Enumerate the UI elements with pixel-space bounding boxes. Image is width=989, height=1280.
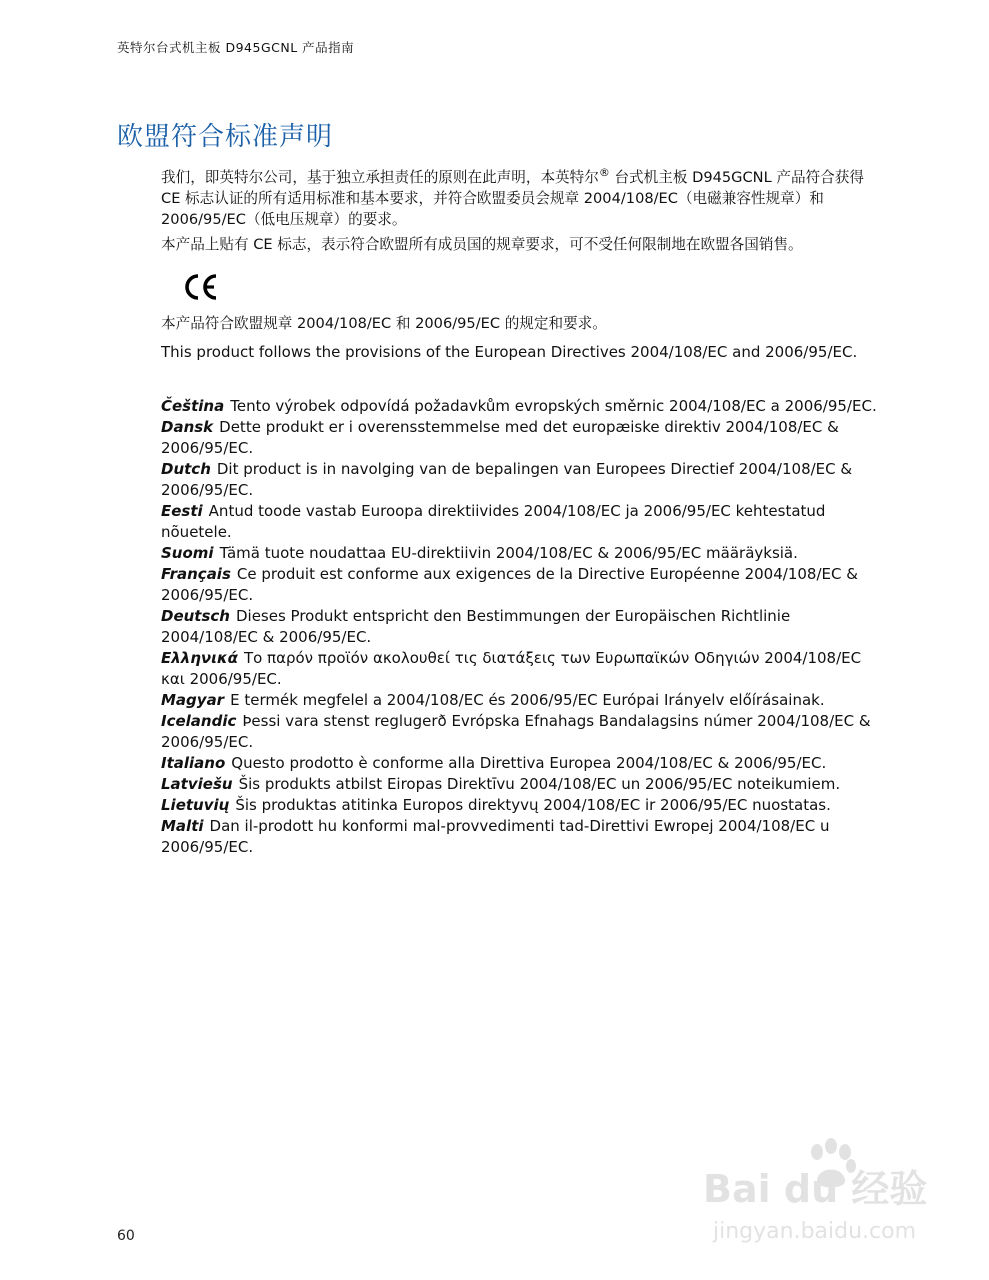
lang-name: Malti — [161, 816, 204, 835]
lang-name: Lietuvių — [161, 795, 230, 814]
compliance-paragraph-en: This product follows the provisions of the European Directives 2004/108/EC and 2006/95/EC. — [161, 342, 858, 361]
lang-statement — [161, 753, 881, 774]
lang-text: Tämä tuote noudattaa EU-direktiivin 2004/108/EC & 2006/95/EC määräyksiä. — [219, 543, 798, 562]
lang-text: Dit product is in navolging van de bepalingen van Europees Directief 2004/108/EC & 2006/95/EC. — [161, 459, 853, 499]
watermark-url: jingyan.baidu.com — [713, 1219, 917, 1244]
lang-statement — [161, 501, 881, 543]
intro-text-start: 我们，即英特尔公司，基于独立承担责任的原则在此声明，本英特尔 — [161, 168, 599, 186]
lang-text: Šis produkts atbilst Eiropas Direktīvu 2004/108/EC un 2006/95/EC noteikumiem. — [238, 774, 841, 793]
lang-name: Eesti — [161, 501, 203, 520]
lang-name: Latviešu — [161, 774, 233, 793]
lang-text: Þessi vara stenst reglugerð Evrópska Efnahags Bandalagsins númer 2004/108/EC & 2006/95/EC. — [161, 711, 871, 751]
compliance-paragraph-zh: 本产品符合欧盟规章 2004/108/EC 和 2006/95/EC 的规定和要求。 — [161, 314, 607, 332]
language-statements — [161, 396, 881, 858]
lang-statement — [161, 795, 881, 816]
lang-text: Ce produit est conforme aux exigences de la Directive Européenne 2004/108/EC & 2006/95/EC. — [161, 564, 858, 604]
intro-text-end: 台式机主板 D945GCNL 产品符合获得 CE 标志认证的所有适用标准和基本要求，并符合欧盟委员会规章 2004/108/EC（电磁兼容性规章）和 2006/95/EC（低电压规章）的要求。 — [161, 168, 864, 228]
lang-text: Το παρόν προϊόν ακολουθεί τις διατάξεις των Ευρωπαϊκών Οδηγιών 2004/108/EC και 2006/95/EC. — [161, 648, 862, 688]
lang-statement — [161, 543, 881, 564]
lang-text: Antud toode vastab Euroopa direktiivides 2004/108/EC ja 2006/95/EC kehtestatud nõuetele. — [161, 501, 826, 541]
lang-statement — [161, 711, 881, 753]
declaration-body — [161, 162, 881, 858]
lang-name: Icelandic — [161, 711, 237, 730]
lang-text: Dan il-prodott hu konformi mal-provvedimenti tad-Direttivi Ewropej 2004/108/EC u 2006/95/EC. — [161, 816, 830, 856]
lang-statement — [161, 564, 881, 606]
lang-text: E termék megfelel a 2004/108/EC és 2006/95/EC Európai Irányelv előírásainak. — [230, 690, 825, 709]
lang-statement — [161, 459, 881, 501]
lang-text: Tento výrobek odpovídá požadavkům evropských směrnic 2004/108/EC a 2006/95/EC. — [230, 396, 877, 415]
ce-mark-graphic — [181, 267, 221, 307]
lang-statement — [161, 417, 881, 459]
lang-statement — [161, 774, 881, 795]
lang-text: Dette produkt er i overensstemmelse med det europæiske direktiv 2004/108/EC & 2006/95/EC. — [161, 417, 839, 457]
lang-name: Français — [161, 564, 231, 583]
lang-name: Dutch — [161, 459, 211, 478]
lang-text: Dieses Produkt entspricht den Bestimmungen der Europäischen Richtlinie 2004/108/EC & 2006/95/EC. — [161, 606, 791, 646]
intro-paragraph — [161, 162, 881, 230]
lang-name: Čeština — [161, 396, 225, 415]
lang-name: Suomi — [161, 543, 214, 562]
lang-text: Questo prodotto è conforme alla Direttiva Europea 2004/108/EC & 2006/95/EC. — [231, 753, 827, 772]
page-title: 欧盟符合标准声明 — [117, 122, 334, 152]
running-header: 英特尔台式机主板 D945GCNL 产品指南 — [117, 40, 355, 55]
lang-statement — [161, 606, 881, 648]
page-number: 60 — [117, 1228, 135, 1244]
lang-statement — [161, 816, 881, 858]
lang-name: Italiano — [161, 753, 226, 772]
lang-text: Šis produktas atitinka Europos direktyvų 2004/108/EC ir 2006/95/EC nuostatas. — [235, 795, 831, 814]
lang-name: Magyar — [161, 690, 225, 709]
lang-statement — [161, 396, 881, 417]
lang-name: Ελληνικά — [161, 648, 238, 667]
ce-mark-paragraph: 本产品上贴有 CE 标志，表示符合欧盟所有成员国的规章要求，可不受任何限制地在欧盟各国销售。 — [161, 235, 803, 253]
lang-statement — [161, 690, 881, 711]
lang-name: Deutsch — [161, 606, 230, 625]
registered-mark: ® — [598, 166, 610, 179]
lang-statement — [161, 648, 881, 690]
baidu-watermark — [699, 1130, 929, 1250]
lang-name: Dansk — [161, 417, 214, 436]
ce-mark-icon — [181, 267, 881, 307]
watermark-brand: Bai du 经验 — [703, 1167, 928, 1211]
